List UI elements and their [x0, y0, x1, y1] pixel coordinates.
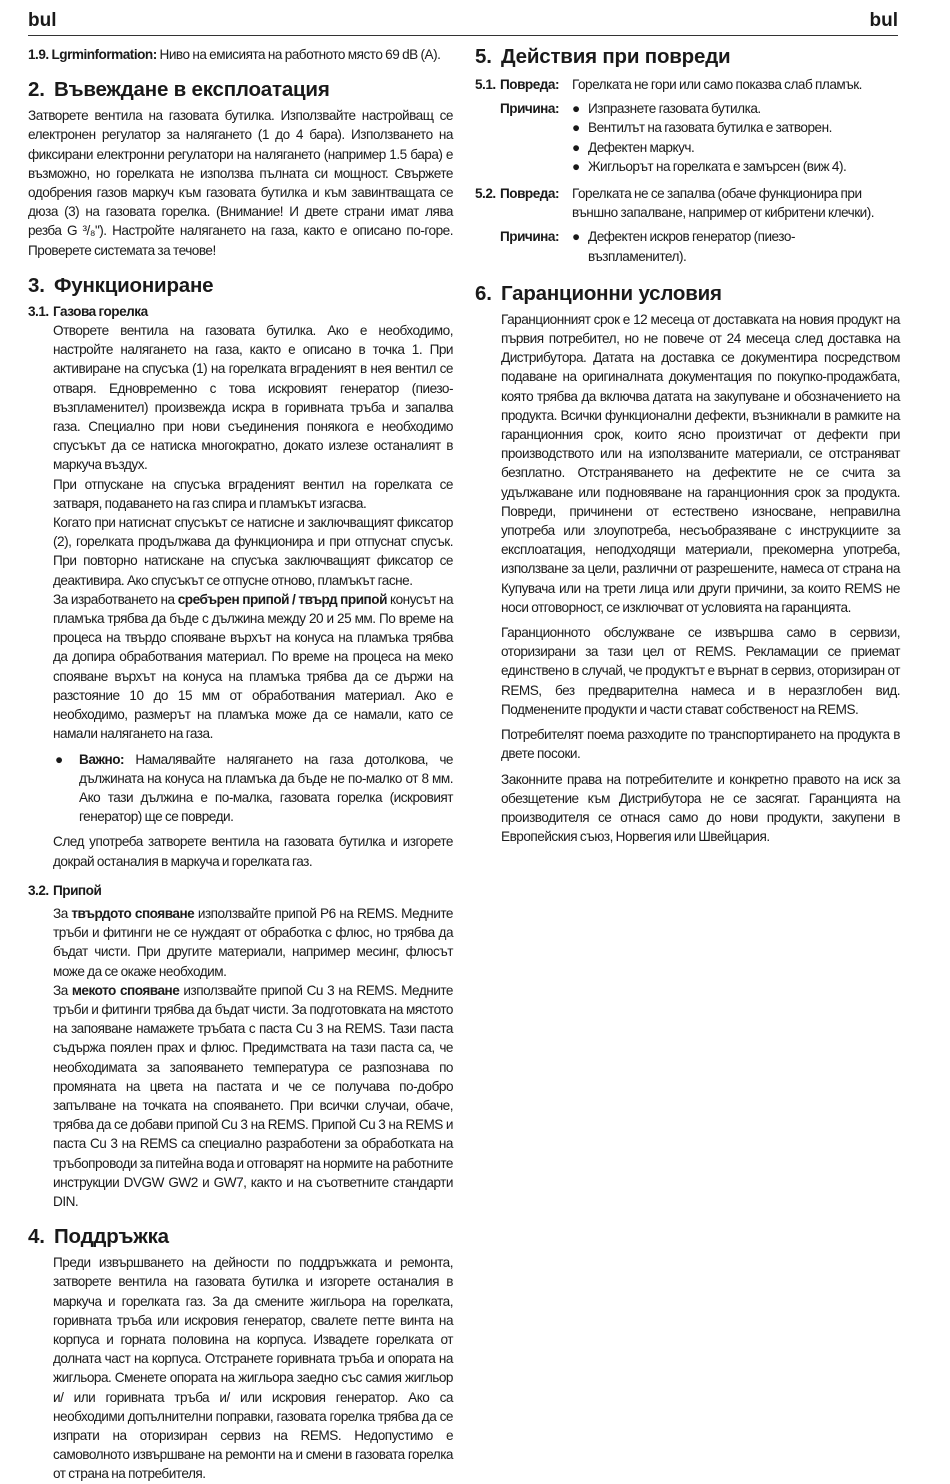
cause-text: Дефектен искров генератор (пиезо-възпламенител). [588, 229, 795, 264]
section-3-1-heading [28, 302, 453, 321]
heading-title: Функциониране [54, 273, 214, 297]
subheading-title: Газова горелка [53, 303, 148, 319]
paragraph: Законните права на потребителите и конкретно правото на иск за обезщетение към Дистрибутора не се засягат. Гаранцията на производителя се отнася само до нови продукти, закупени в Европейския съюз, Норвегия или Швейцария. [501, 771, 900, 845]
bullet-icon: ● [572, 229, 580, 245]
heading-number: 2. [28, 78, 45, 102]
subheading-title: Припой [53, 882, 102, 898]
bold-text: сребърен припой / твърд припой [177, 591, 387, 607]
text: За [53, 982, 72, 998]
cause-item [572, 227, 812, 265]
text: конусът на пламъка трябва да бъде с дължина между 20 и 25 мм. По време на процеса на твърдо спояване върхът на конуса на пламъка трябва да допира обработвания материал. По време на процеса на меко спояване върхът на конуса на пламъка трябва да се държи на разстояние 10 до 15 мм от обработвания материал. Ако е необходимо, размерът на пламъка може да се намали, като се намали налягането на газа. [53, 591, 454, 742]
header-rule [28, 35, 898, 36]
text: използвайте припой P6 на REMS. Медните тръби и фитинги не се нуждаят от обработка с флюс, но трябва да бъдат чисти. При другите материали, например месинг, флюсът може да се окаже необходим. [53, 905, 453, 979]
section-2-body [28, 106, 453, 260]
section-4-heading [28, 1225, 453, 1249]
heading-number: 6. [475, 281, 492, 305]
heading-number: 5. [475, 45, 492, 68]
cause-list [572, 99, 900, 176]
fault-label: Повреда: [500, 186, 560, 202]
heading-title: Гаранционни условия [501, 281, 722, 305]
section-text: Ниво на емисията на работното място 69 dB (A). [156, 47, 441, 62]
cause-text: Вентилът на газовата бутилка е затворен. [588, 120, 832, 136]
text: За изработването на [53, 591, 178, 607]
important-note [53, 750, 453, 827]
bullet-icon: ● [55, 751, 63, 767]
section-6-heading [475, 282, 900, 306]
section-number: 1.9. [28, 47, 49, 62]
paragraph: Отворете вентила на газовата бутилка. Ако е необходимо, настройте налягането на газа, както е описано в точка 1. При активиране на спусъка (1) на горелката вграденият в нея вентил се отваря. Едновременно с това искровият генератор (пиезо-възпламенител) произвежда искра в горивната тръба и запалва газа. Специално при нови съединения понякога е необходимо спусъкът да се натиска многократно, докато излезе останалият в маркуча въздух. [53, 323, 453, 473]
section-3-2-body [53, 904, 453, 1211]
section-6-body [501, 310, 900, 846]
bullet-icon: ● [572, 101, 580, 117]
cause-text: Жигльорът на горелката е замърсен (виж 4). [588, 158, 847, 174]
cause-text: Дефектен маркуч. [588, 139, 695, 155]
section-3-1-body [53, 321, 453, 871]
important-label: Важно: [79, 751, 125, 767]
cause-item [572, 157, 900, 176]
heading-number: 3. [28, 273, 45, 297]
cause-list [572, 227, 812, 265]
paragraph: Затворете вентила на газовата бутилка. Използвайте настройващ се електронен регулатор за налягането (1 до 4 бара). Използването на фиксирани електронни регулатори на налягането (например 1.5 бара) е възможно, но горелката не използва пълната си мощност. Свържете одобрения газов маркуч към газовата бутилка и към завинтващата се дюза (3) на газовата горелка. (Внимание! И двете страни имат лява резба G ³/₈"). Настройте налягането на газа, както е описано по-горе. Проверете системата за течове! [28, 108, 453, 258]
paragraph [53, 904, 453, 981]
left-column [28, 45, 453, 1484]
section-1-9 [28, 45, 453, 64]
bullet-icon: ● [572, 139, 580, 155]
fault-label: Повреда: [500, 77, 560, 92]
fault-text: Горелката не се запалва (обаче функционира при външно запалване, например от кибритени клечки). [572, 186, 875, 221]
paragraph [53, 981, 453, 1211]
section-3-2-heading [28, 881, 453, 900]
subheading-number: 3.2. [28, 882, 49, 898]
text: За [53, 905, 72, 921]
heading-title: Въвеждане в експлоатация [54, 78, 330, 102]
heading-title: Действия при повреди [501, 45, 731, 68]
fault-5-2 [475, 184, 900, 266]
fault-number: 5.2. [475, 186, 496, 202]
paragraph: Гаранционният срок е 12 месеца от доставката на новия продукт на първия потребител, но не повече от 24 месеца след доставка на Дистрибутора. Датата на доставка се документира посредством подаване на оригиналната документация по покупко-продажбата, която трябва да включва датата на закупуване и обозначението на продукта. Всички функционални дефекти, възникнали в рамките на гаранционния срок, които ясно произтичат от дефекти при производството или на използваните материали, се отстраняват безплатно. Отстраняването на дефектите не се счита за удължаване или подновяване на гаранционния срок за продукта. Повреди, причинени от естествено износване, неправилна употреба или злоупотреба, несъобразяване с инструкциите за експлоатация, неподходящи материали, прекомерна употреба, използване за цели, различни от разрешените, намеса от страна на Купувача или на трети лица или други причини, за които REMS не носи отговорност, се изключват от условията на гаранцията. [501, 311, 900, 615]
page-language-right: bul [869, 10, 898, 31]
cause-label: Причина: [500, 229, 559, 245]
heading-title: Поддръжка [54, 1225, 169, 1249]
bullet-icon: ● [572, 158, 580, 174]
paragraph: Преди извършването на дейности по поддръжката и ремонта, затворете вентила на газовата бутилка и изгорете останалия в маркуча и горелката газ. За да смените жигльора на горелката, горивната тръба или искровия генератор, свалете петте винта на корпуса и горната половина на корпуса. Извадете горелката от долната част на корпуса. Отстранете горивната тръба и опората на жигльора. Сменете опората на жигльора заедно със самия жигльор и/ или горивната тръба и/ или искровия генератор. Ако са необходими допълнителни поправки, газовата горелка трябва да се изпрати на оторизиран сервиз на REMS. Недопустимо е самоволното извършване на ремонти на и смени в газовата горелка от страна на потребителя. [53, 1255, 453, 1482]
subheading-number: 3.1. [28, 303, 49, 319]
paragraph: Гаранционното обслужване се извършва само в сервизи, оторизирани за тази цел от REMS. Рекламации се приемат единствено в случай, че продуктът е върнат в сервиз, оторизиран от REMS, без предварителна намеса и в неразглобен вид. Подменените продукти и части стават собственост на REMS. [501, 625, 900, 717]
cause-label: Причина: [500, 101, 559, 117]
heading-number: 4. [28, 1225, 45, 1249]
section-3-heading [28, 274, 453, 298]
paragraph [53, 590, 453, 744]
cause-text: Изпразнете газовата бутилка. [588, 101, 761, 117]
fault-number: 5.1. [475, 77, 496, 92]
right-column [475, 45, 900, 846]
paragraph: След употреба затворете вентила на газовата бутилка и изгорете докрай останалия в маркуча и горелката газ. [53, 834, 453, 869]
cause-item [572, 99, 900, 118]
paragraph: Когато при натиснат спусъкът се натисне и заключващият фиксатор (2), горелката продължава да функционира и при отпуснат спусък. При повторно натискане на спусъка заключващият фиксатор се деактивира. Ако спусъкът се отпусне отново, пламъкът гасне. [53, 515, 453, 588]
text: използвайте припой Cu 3 на REMS. Медните тръби и фитинги трябва да бъдат чисти. За подготовката на мястото на запояване намажете тръбата с паста Cu 3 на REMS. Тази паста съдържа поялен прах и флюс. Предимствата на тази паста са, че необходимата за запояването температура се разпознава по промяната на цвета на пастата и че се получава по-добро запълване на точката на спояването. При всички случаи, обаче, трябва да се добави припой Cu 3 на REMS. Припой Cu 3 на REMS и паста Cu 3 на REMS са специално разработени за обработката на тръбопроводи за питейна вода и отговарят на нормите на работните инструкции DVGW GW2 и GW7, както и на съответните стандарти DIN. [53, 982, 453, 1209]
paragraph: При отпускане на спусъка вграденият вентил на горелката се затваря, подаването на газ спира и пламъкът изгасва. [53, 476, 453, 511]
bold-text: мекото спояване [71, 982, 180, 998]
section-2-heading [28, 78, 453, 102]
important-text: Намалявайте налягането на газа дотолкова, че дължината на конуса на пламъка да бъде не по-малко от 8 мм. Ако тази дължина е по-малка, газовата горелка (искровият генератор) ще се повреди. [79, 751, 453, 825]
bullet-icon: ● [572, 120, 580, 136]
bold-text: твърдото спояване [71, 905, 195, 921]
fault-5-1 [475, 75, 900, 176]
page-language-left: bul [28, 10, 57, 31]
section-4-body [53, 1253, 453, 1483]
fault-text: Горелката не гори или само показва слаб пламък. [572, 77, 862, 92]
section-label: Lgrminformation: [51, 47, 157, 62]
section-5-heading [475, 45, 900, 69]
cause-item [572, 118, 900, 137]
paragraph: Потребителят поема разходите по транспортирането на продукта в двете посоки. [501, 727, 900, 762]
cause-item [572, 138, 900, 157]
